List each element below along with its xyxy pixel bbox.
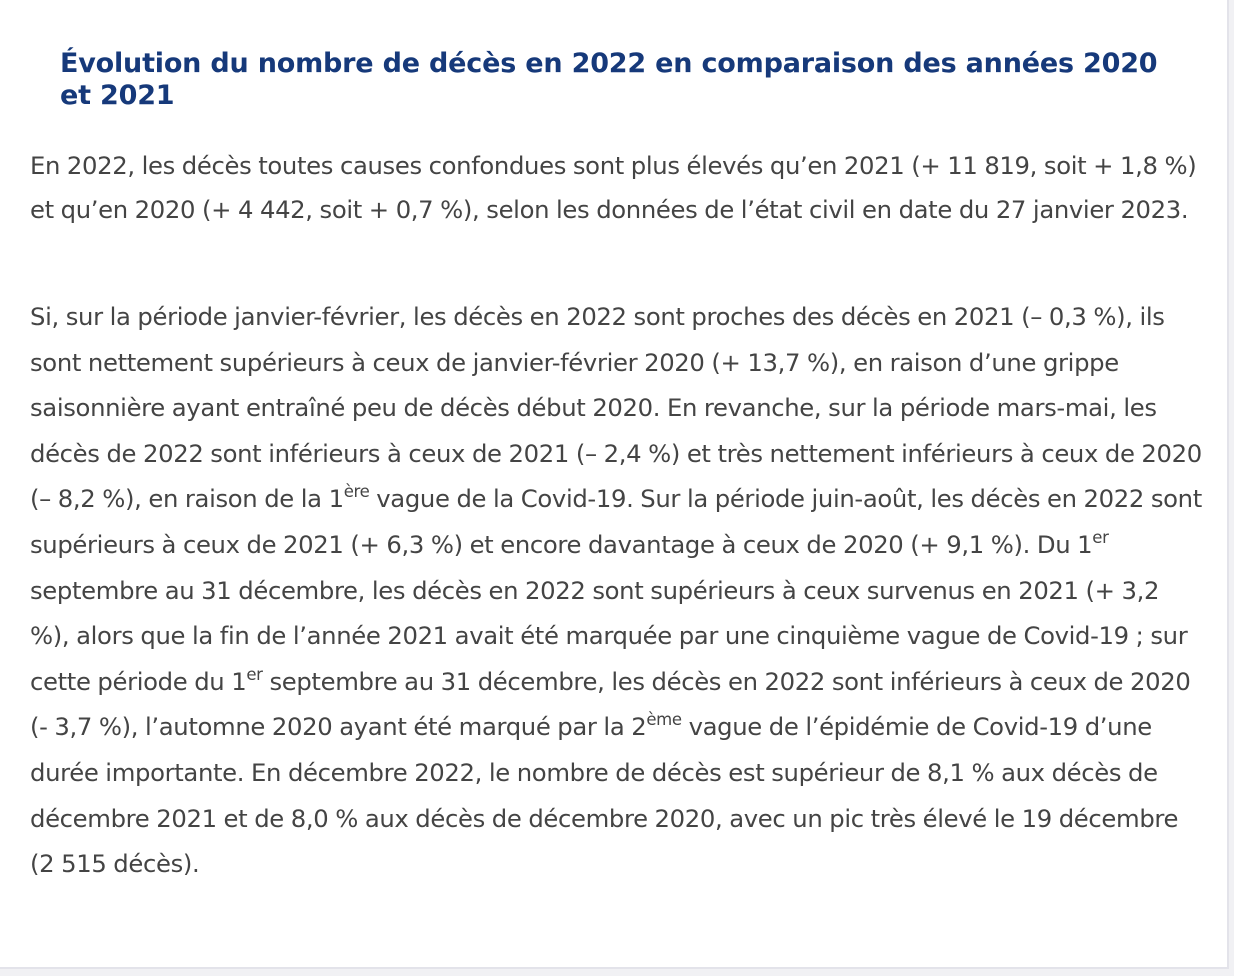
superscript-eme: ème [646, 710, 682, 730]
section-title: Évolution du nombre de décès en 2022 en comparaison des années 2020 et 2021 [60, 48, 1158, 111]
superscript-ere: ère [343, 482, 370, 502]
paragraph-segment: vague de la Covid-19. Sur la période juin-août, les décès en 2022 sont supérieurs à ceux de 2021 (+ 6,3 %) et encore davantage à ceux de 2020 (+ 9,1 %). Du 1 [30, 484, 1202, 559]
paragraph-summary: En 2022, les décès toutes causes confondues sont plus élevés qu’en 2021 (+ 11 819, soit + 1,8 %) et qu’en 2020 (+ 4 442, soit + 0,7 %), selon les données de l’état civil en date du 27 janvier 2023. [30, 151, 1197, 224]
paragraph-segment: vague de l’épidémie de Covid-19 d’une durée importante. En décembre 2022, le nombre de décès est supérieur de 8,1 % aux décès de décembre 2021 et de 8,0 % aux décès de décembre 2020, avec un pic très élevé le 19 décembre (2 515 décès). [30, 712, 1179, 879]
superscript-er: er [1092, 527, 1109, 547]
paragraph-periods [30, 294, 1202, 887]
paragraph-segment: septembre au 31 décembre, les décès en 2022 sont supérieurs à ceux survenus en 2021 (+ 3,2 %), alors que la fin de l’année 2021 avait été marquée par une cinquième vague de Covid-19 ; sur cette période du 1 [30, 575, 1188, 696]
paragraph-segment: septembre au 31 décembre, les décès en 2022 sont inférieurs à ceux de 2020 (- 3,7 %), l’automne 2020 ayant été marqué par la 2 [30, 666, 1191, 742]
superscript-er: er [246, 664, 263, 684]
paragraph-segment: Si, sur la période janvier-février, les décès en 2022 sont proches des décès en 2021 (– 0,3 %), ils sont nettement supérieurs à ceux de janvier-février 2020 (+ 13,7 %), en raison d’une grippe saisonnière ayant entraîné peu de décès début 2020. En revanche, sur la période mars-mai, les décès de 2022 sont inférieurs à ceux de 2021 (– 2,4 %) et très nettement inférieurs à ceux de 2020 (– 8,2 %), en raison de la 1 [30, 302, 1202, 514]
